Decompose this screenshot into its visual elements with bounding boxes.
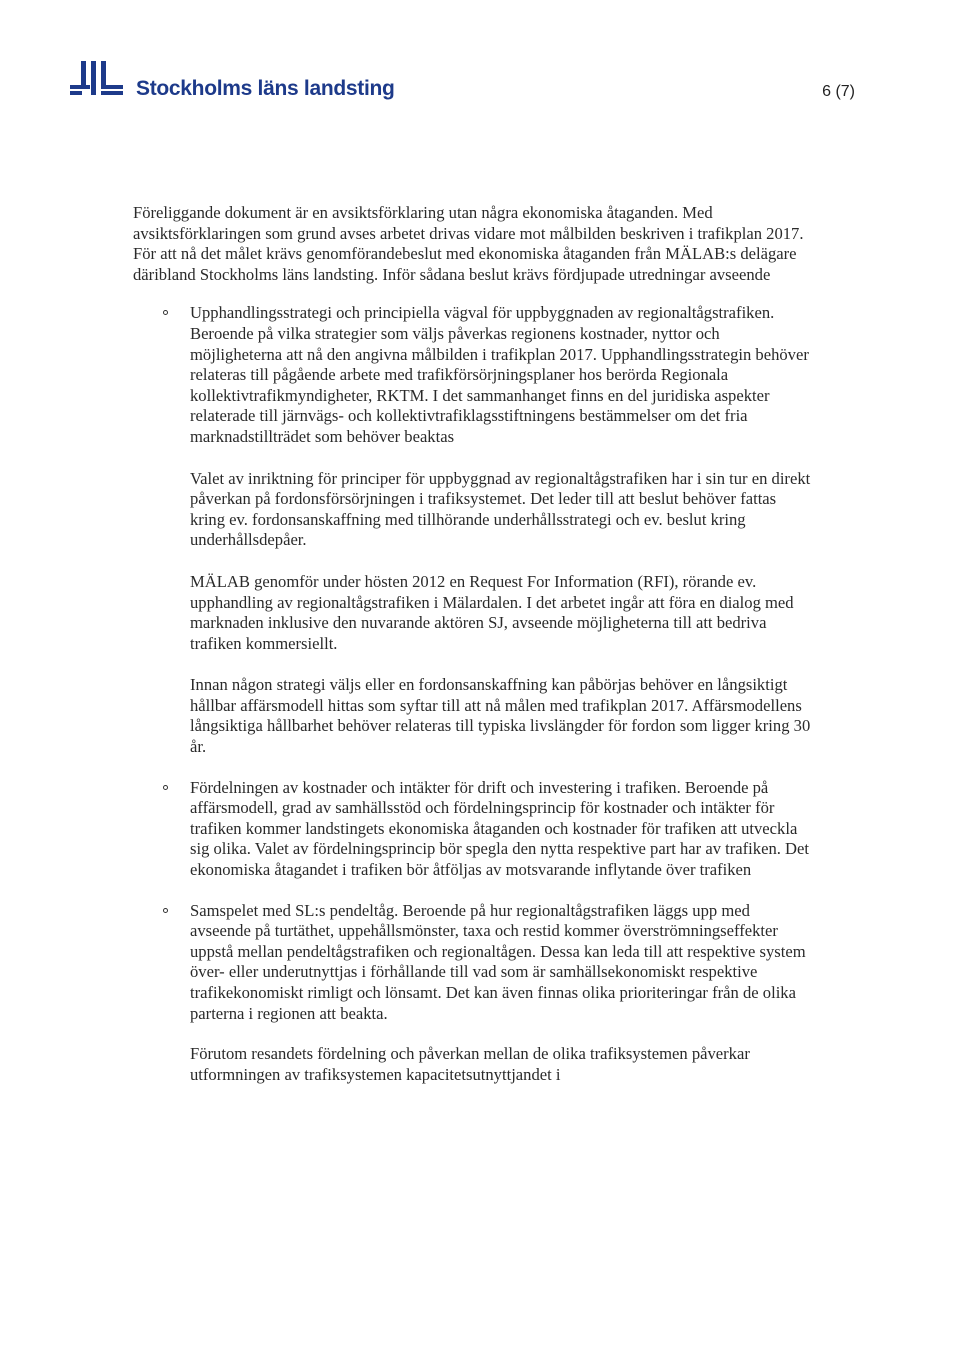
bullet-item-procurement: [133, 303, 813, 757]
bullet-item-commuter-train: [133, 901, 813, 1025]
bullet-icon: [163, 310, 168, 315]
bullet-paragraph: Fördelningen av kostnader och intäkter för drift och investering i trafiken. Beroende på affärsmodell, grad av samhällsstöd och fördelningsprincip för kostnader och intäkter för trafiken kommer landstingets ekonomiska åtaganden och kostnader för trafiken att utveckla sig olika. Valet av fördelningsprincip bör spegla den nytta respektive part har av trafiken. Det ekonomiska åtagandet i trafiken bör åtföljas av motsvarande inflytande över trafiken: [190, 777, 809, 880]
intro-paragraph: Föreliggande dokument är en avsiktsförklaring utan några ekonomiska åtaganden. Med avsiktsförklaringen som grund avses arbetet drivas vidare mot målbilden beskriven i trafikplan 2017. För att nå det målet krävs genomförandebeslut med ekonomiska åtaganden från MÄLAB:s delägare däribland Stockholms läns landsting. Inför sådana beslut krävs fördjupade utredningar avseende: [133, 203, 804, 284]
trailing-paragraph: Förutom resandets fördelning och påverkan mellan de olika trafiksystemen påverkar utformningen av trafiksystemen kapacitetsutnyttjandet i: [190, 1044, 750, 1084]
document-body: [133, 203, 813, 1085]
org-name: Stockholms läns landsting: [136, 77, 395, 100]
bullet-item-cost-distribution: [133, 778, 813, 881]
sll-logo-icon: [60, 55, 130, 103]
bullet-icon: [163, 785, 168, 790]
bullet-icon: [163, 908, 168, 913]
page-number: 6 (7): [822, 83, 855, 100]
bullet-paragraph: Innan någon strategi väljs eller en fordonsanskaffning kan påbörjas behöver en långsiktigt hållbar affärsmodell hittas som syftar till att nå målen med trafikplan 2017. Affärsmodellens långsiktiga hållbarhet behöver relateras till typiska livslängder för fordon som ligger kring 30 år.: [190, 675, 811, 757]
bullet-paragraph: Valet av inriktning för principer för uppbyggnad av regionaltågstrafiken har i sin tur en direkt påverkan på fordonsförsörjningen i trafiksystemet. Det leder till att beslut behöver fattas kring ev. fordonsanskaffning med tillhörande underhållsstrategi och ev. beslut kring underhållsdepåer.: [190, 468, 811, 550]
bullet-paragraph: MÄLAB genomför under hösten 2012 en Request For Information (RFI), rörande ev. upphandling av regionaltågstrafiken i Mälardalen. I det arbetet ingår att föra en dialog med marknaden inklusive den nuvarande aktören SJ, avseende möjligheterna till att bedriva trafiken kommersiellt.: [190, 571, 794, 653]
bullet-paragraph: Samspelet med SL:s pendeltåg. Beroende på hur regionaltågstrafiken läggs upp med avseende på turtäthet, uppehållsmönster, taxa och restid kommer överströmningseffekter uppstå mellan pendeltågstrafiken och regionaltågen. Dessa kan leda till att respektive system över- eller underutnyttjas i förhållande till vad som är samhällsekonomiskt respektive trafikekonomiskt rimligt och lönsamt. Det kan även finnas olika prioriteringar från de olika parterna i regionen att beakta.: [190, 900, 806, 1023]
page-header: [60, 55, 900, 115]
bullet-paragraph: Upphandlingsstrategi och principiella vägval för uppbyggnaden av regionaltågstrafiken. Beroende på vilka strategier som väljs påverkas regionens kostnader, nyttor och möjligheterna att nå den angivna målbilden i trafikplan 2017. Upphandlingsstrategin behöver relateras till pågående arbete med trafikförsörjningsplaner hos berörda Regionala kollektivtrafikmyndigheter, RKTM. I det sammanhanget finns en del juridiska aspekter relaterade till järnvägs- och kollektivtrafiklagsstiftningens bestämmelser om det fria marknadstillträdet som behöver beaktas: [190, 303, 809, 446]
